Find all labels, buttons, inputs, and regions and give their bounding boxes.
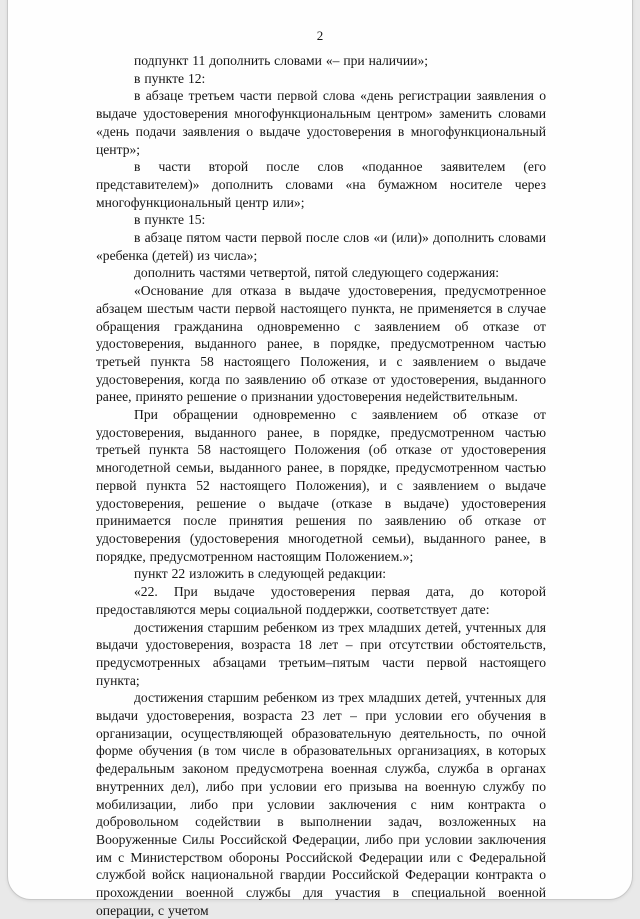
paragraph: «22. При выдаче удостоверения первая дата, до которой предоставляются меры социальной поддержки, соответствует дате: [96,584,546,617]
paragraph: подпункт 11 дополнить словами «– при наличии»; [134,53,429,68]
paragraph: в абзаце пятом части первой после слов «и (или)» дополнить словами «ребенка (детей) из числа»; [96,230,546,263]
paragraph: достижения старшим ребенком из трех младших детей, учтенных для выдачи удостоверения, возраста 23 лет – при условии его обучения в организации, осуществляющей образовательную деятельность, по очной форме обучения (в том числе в образовательных организациях, в которых федеральным законом предусмотрена военная служба, служба в органах внутренних дел), либо при условии его призыва на военную службу по мобилизации, либо при условии заключения с ним контракта о добровольном содействии в выполнении задач, возложенных на Вооруженные Силы Российской Федерации, либо при условии заключения им с Министерством обороны Российской Федерации или с Федеральной службой войск национальной гвардии Российской Федерации контракта о прохождении военной службы для участия в специальной военной операции, с учетом [96,690,546,918]
paragraph: При обращении одновременно с заявлением об отказе от удостоверения, выданного ранее, в порядке, предусмотренном частью третьей пункта 58 настоящего Положения (об отказе от удостоверения многодетной семьи, выданного ранее, в порядке, предусмотренном частью первой пункта 52 настоящего Положения), и с заявлением о выдаче удостоверения, решение о выдаче (отказе в выдаче) удостоверения принимается после принятия решения по заявлению об отказе от удостоверения (удостоверения многодетной семьи), выданного ранее, в порядке, предусмотренном настоящим Положением.»; [96,407,546,564]
paragraph: в пункте 12: [134,70,206,86]
paragraph: дополнить частями четвертой, пятой следующего содержания: [134,265,500,281]
document-body [96,52,546,919]
paragraph: в части второй после слов «поданное заявителем (его представителем)» дополнить словами «на бумажном носителе через многофункциональный центр или»; [96,159,546,210]
paragraph: «Основание для отказа в выдаче удостоверения, предусмотренное абзацем шестым части первой настоящего пункта, не применяется в случае обращения гражданина одновременно с заявлением об отказе от удостоверения, выданного ранее, в порядке, предусмотренном частью третьей пункта 58 настоящего Положения, и с заявлением о выдаче удостоверения, когда по заявлению об отказе от удостоверения, выданного ранее, принято решение о признании удостоверения недействительным. [96,283,546,405]
paragraph: достижения старшим ребенком из трех младших детей, учтенных для выдачи удостоверения, возраста 18 лет – при отсутствии обстоятельств, предусмотренных абзацами третьим–пятым части первой настоящего пункта; [96,619,546,688]
paragraph: в абзаце третьем части первой слова «день регистрации заявления о выдаче удостоверения многофункциональным центром» заменить словами «день подачи заявления о выдаче удостоверения в многофункциональный центр»; [96,88,546,157]
paragraph: в пункте 15: [134,212,206,228]
paragraph: пункт 22 изложить в следующей редакции: [134,566,387,582]
page-number: 2 [316,28,324,43]
